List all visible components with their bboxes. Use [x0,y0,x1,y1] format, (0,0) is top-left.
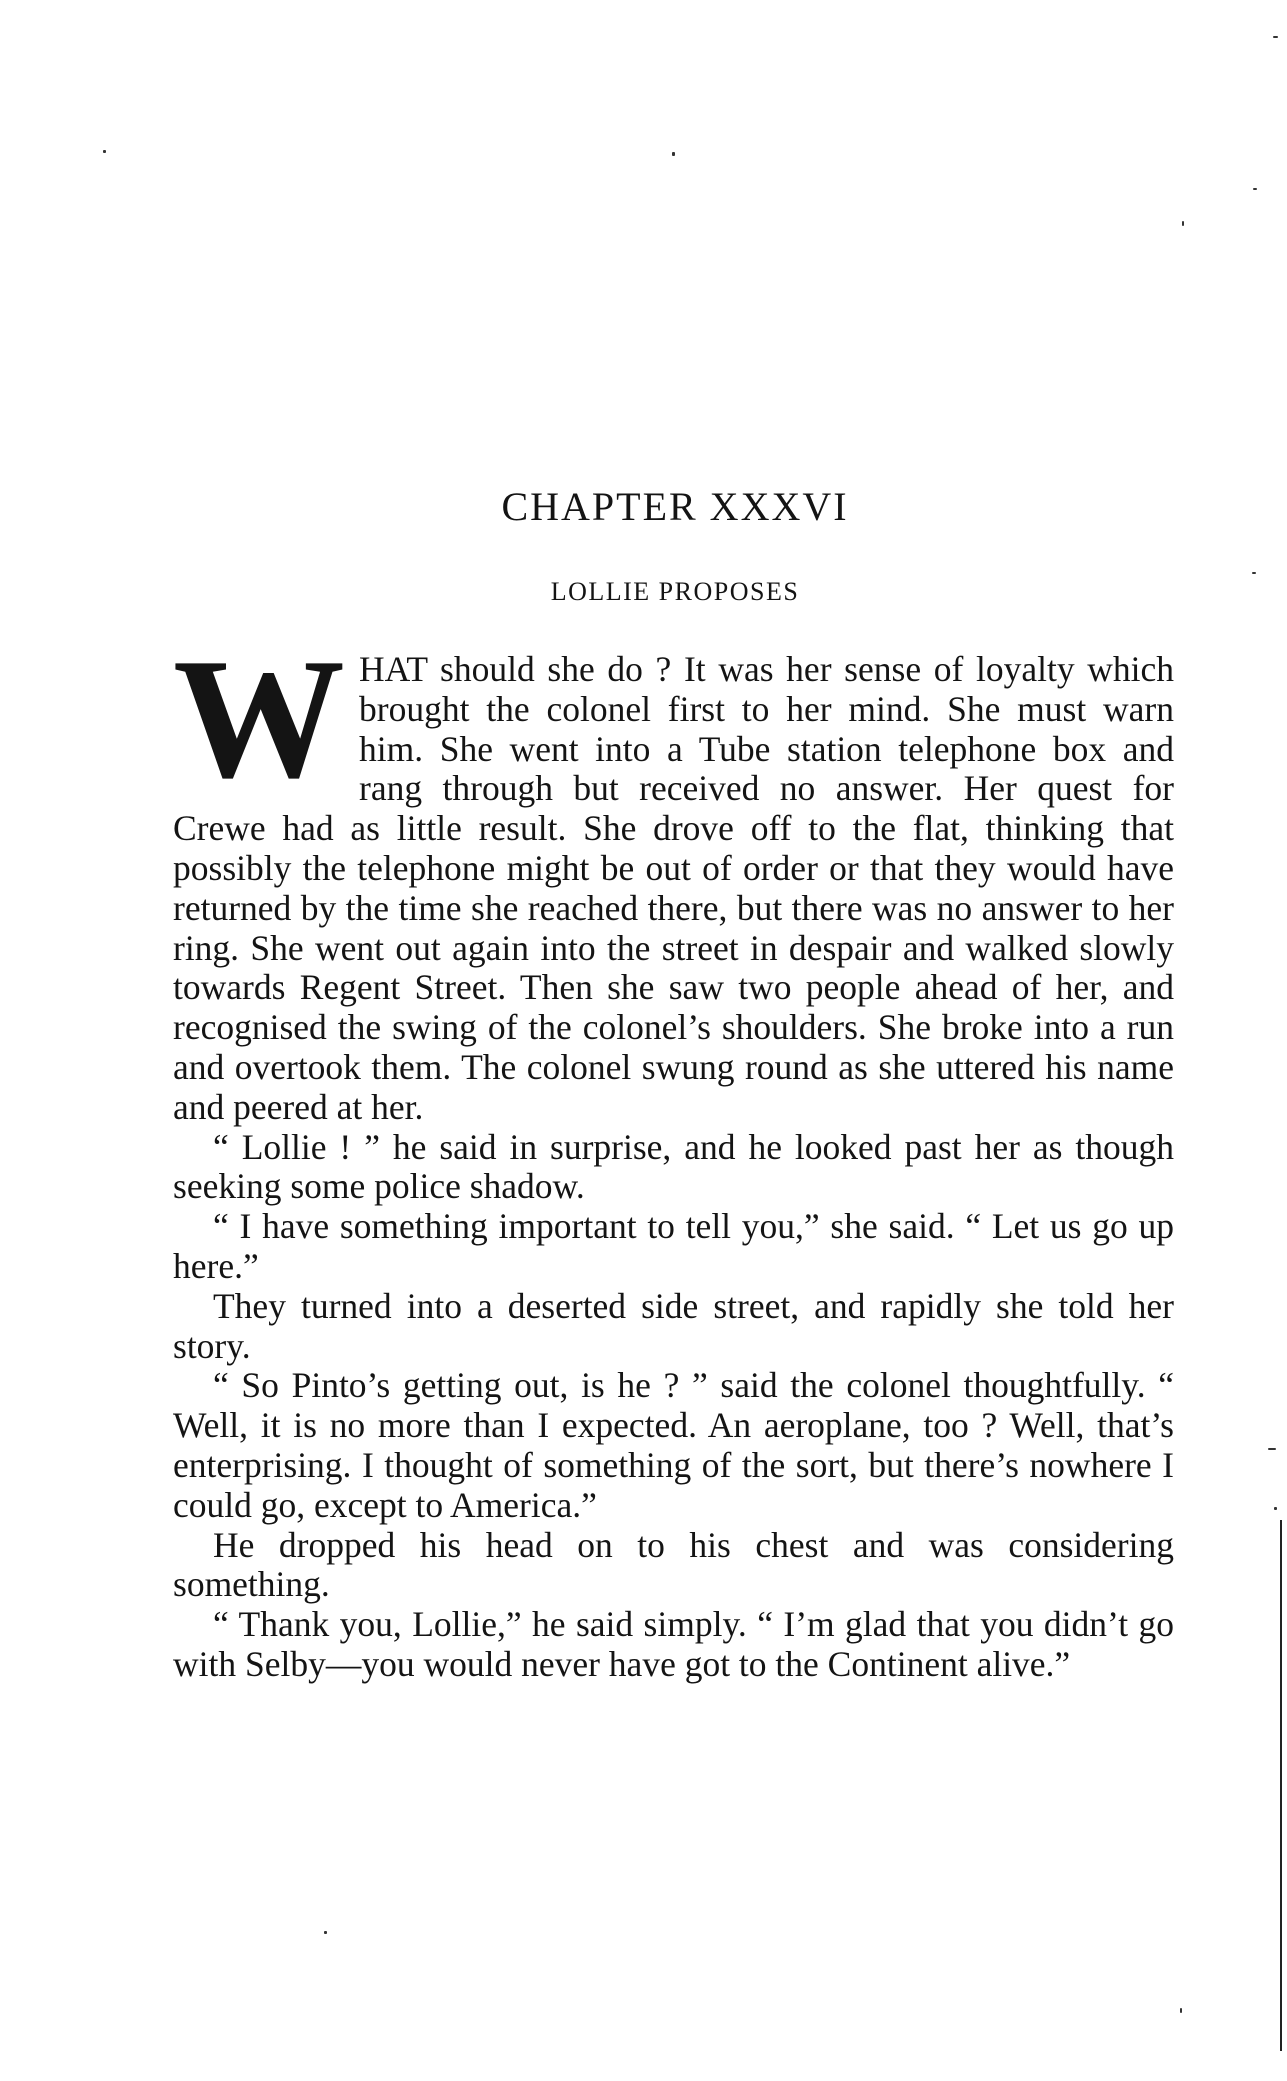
chapter-subtitle: LOLLIE PROPOSES [550,577,800,606]
scan-speck [324,1931,327,1934]
scan-speck [1182,221,1184,226]
scan-speck [672,152,675,156]
scan-speck [1252,572,1256,574]
paragraph: He dropped his head on to his chest and was considering something. [173,1524,1174,1605]
scan-speck [1180,2008,1182,2013]
scan-speck [1268,1448,1276,1450]
scan-speck [1273,36,1278,38]
paragraph [173,624,1174,1128]
scan-edge-line [1280,1520,1282,2051]
chapter-title: CHAPTER XXXVI [501,484,849,529]
scan-speck [103,150,106,153]
scan-speck [1274,1507,1277,1510]
drop-cap: W [173,624,341,814]
body-text [173,624,1174,1685]
paragraph: “ I have something important to tell you,” she said. “ Let us go up here.” [173,1206,1174,1286]
paragraph: “ So Pinto’s getting out, is he ? ” said the colonel thoughtfully. “ Well, it is no more than I expected. An aeroplane, too ? Well, that’s enterprising. I thought of something of the sort, but there’s nowhere I could go, except to America.” [173,1365,1174,1525]
scan-speck [1253,188,1257,190]
paragraph: “ Thank you, Lollie,” he said simply. “ I’m glad that you didn’t go with Selby—you would never have got to the Continent alive.” [173,1604,1174,1684]
paragraph: “ Lollie ! ” he said in surprise, and he looked past her as though seeking some police shadow. [173,1126,1174,1207]
paragraph: They turned into a deserted side street, and rapidly she told her story. [173,1285,1174,1366]
paragraph-text: HAT should she do ? It was her sense of loyalty which brought the colonel first to her mind. She must warn him. She went into a Tube station telephone box and rang through but received no answer. Her quest for Crewe had as little result. She drove off to the flat, thinking that possibly the telephone might be out of order or that they would have returned by the time she reached there, but there was no answer to her ring. She went out again into the street in despair and walked slowly towards Regent Street. Then she saw two people ahead of her, and recognised the swing of the colonel’s shoulders. She broke into a run and overtook them. The colonel swung round as she uttered his name and peered at her. [173,649,1174,1127]
